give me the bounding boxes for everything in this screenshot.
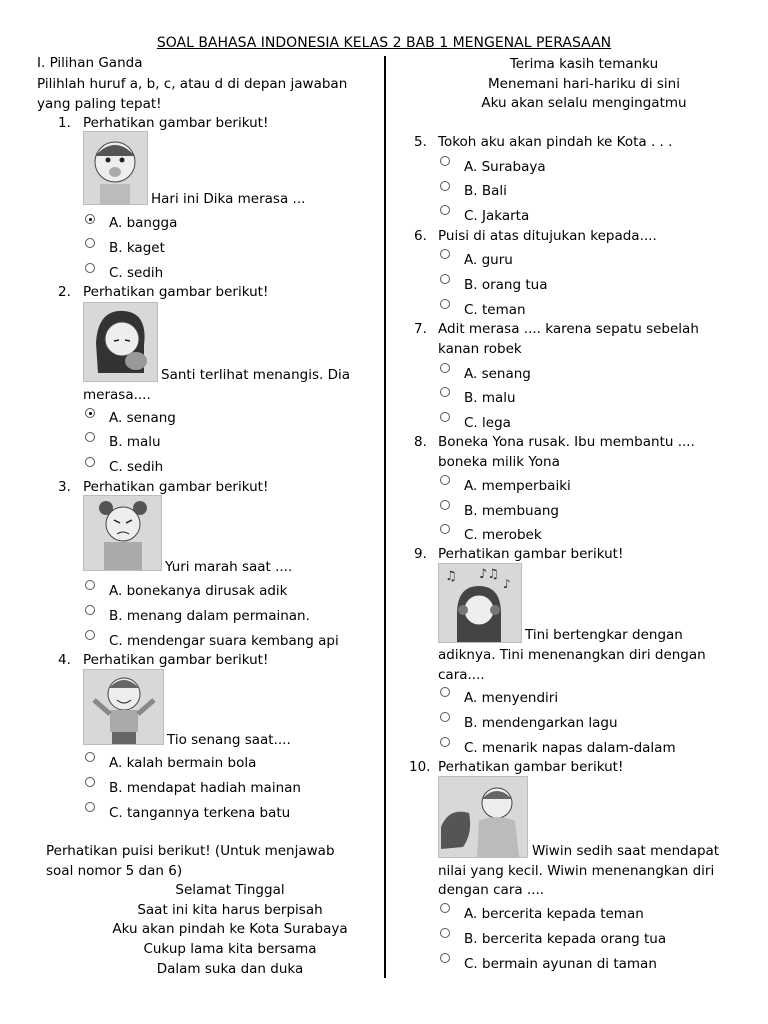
q6-option-a-radio[interactable] xyxy=(440,249,450,259)
page-title: SOAL BAHASA INDONESIA KELAS 2 BAB 1 MENGENAL PERASAAN xyxy=(156,35,612,51)
q2-option-b-radio[interactable] xyxy=(85,432,95,442)
poem-intro-line-2: soal nomor 5 dan 6) xyxy=(46,863,183,879)
poem-line-3: Cukup lama kita bersama xyxy=(143,941,317,957)
q6-option-c-radio[interactable] xyxy=(440,299,450,309)
q3-option-b-radio[interactable] xyxy=(85,605,95,615)
q8-option-b-radio[interactable] xyxy=(440,500,450,510)
q3-option-c: C. mendengar suara kembang api xyxy=(109,633,339,649)
column-divider xyxy=(384,56,386,978)
q4-text: Tio senang saat.... xyxy=(167,732,291,748)
q3-option-a-radio[interactable] xyxy=(85,580,95,590)
q4-option-c-radio[interactable] xyxy=(85,802,95,812)
q10-option-c-radio[interactable] xyxy=(440,953,450,963)
q2-number: 2. xyxy=(58,284,71,300)
poem-line-7: Aku akan selalu mengingatmu xyxy=(481,95,687,111)
q7-text-line-1: Adit merasa .... karena sepatu sebelah xyxy=(438,321,699,337)
q10-text-line-2: nilai yang kecil. Wiwin menenangkan diri xyxy=(438,863,715,879)
q7-text-line-2: kanan robek xyxy=(438,341,522,357)
q3-text: Yuri marah saat .... xyxy=(165,559,293,575)
q1-option-a-radio[interactable] xyxy=(85,214,95,224)
q9-text-line-2: adiknya. Tini menenangkan diri dengan xyxy=(438,647,706,663)
q1-option-c-radio[interactable] xyxy=(85,263,95,273)
poem-line-6: Menemani hari-hariku di sini xyxy=(488,76,680,92)
q4-option-b-radio[interactable] xyxy=(85,777,95,787)
q10-text-line-3: dengan cara .... xyxy=(438,882,545,898)
q5-option-a-radio[interactable] xyxy=(440,156,450,166)
poem-line-4: Dalam suka dan duka xyxy=(156,961,304,977)
q8-text-line-2: boneka milik Yona xyxy=(438,454,560,470)
poem-title: Selamat Tinggal xyxy=(175,882,285,898)
q2-picture-crying-girl xyxy=(83,302,158,382)
q9-text-line-1: Tini bertengkar dengan xyxy=(525,627,683,643)
q4-number: 4. xyxy=(58,652,71,668)
q10-option-a-radio[interactable] xyxy=(440,903,450,913)
q9-text-line-3: cara.... xyxy=(438,667,485,683)
q7-option-a-radio[interactable] xyxy=(440,363,450,373)
q5-option-b: B. Bali xyxy=(464,183,507,199)
q4-option-b: B. mendapat hadiah mainan xyxy=(109,780,301,796)
q5-option-c: C. Jakarta xyxy=(464,208,530,224)
q6-option-b: B. orang tua xyxy=(464,277,548,293)
q3-option-a: A. bonekanya dirusak adik xyxy=(109,583,288,599)
q1-option-c: C. sedih xyxy=(109,265,164,281)
q8-text-line-1: Boneka Yona rusak. Ibu membantu .... xyxy=(438,434,695,450)
section-heading: I. Pilihan Ganda xyxy=(37,55,143,71)
q3-option-b: B. menang dalam permainan. xyxy=(109,608,310,624)
q9-picture-girl-listening-music xyxy=(438,563,522,643)
q7-option-c: C. lega xyxy=(464,415,511,431)
q8-option-c: C. merobek xyxy=(464,527,542,543)
q6-number: 6. xyxy=(414,228,427,244)
q9-option-b-radio[interactable] xyxy=(440,712,450,722)
q10-option-b-radio[interactable] xyxy=(440,928,450,938)
poem-intro-line-1: Perhatikan puisi berikut! (Untuk menjawab xyxy=(46,843,335,859)
q5-text: Tokoh aku akan pindah ke Kota . . . xyxy=(438,134,673,150)
svg-text:♪: ♪ xyxy=(503,577,511,591)
q6-option-b-radio[interactable] xyxy=(440,274,450,284)
q10-text-line-1: Wiwin sedih saat mendapat xyxy=(532,843,720,859)
q4-prompt: Perhatikan gambar berikut! xyxy=(83,652,269,668)
q4-option-a: A. kalah bermain bola xyxy=(109,755,257,771)
q1-option-b-radio[interactable] xyxy=(85,238,95,248)
q9-option-a: A. menyendiri xyxy=(464,690,559,706)
q1-picture-surprised-boy xyxy=(83,131,148,205)
q10-option-b: B. bercerita kepada orang tua xyxy=(464,931,667,947)
q8-option-a-radio[interactable] xyxy=(440,475,450,485)
q2-option-c-radio[interactable] xyxy=(85,457,95,467)
q5-option-a: A. Surabaya xyxy=(464,159,546,175)
q1-number: 1. xyxy=(58,115,71,131)
q4-option-a-radio[interactable] xyxy=(85,752,95,762)
q9-option-b: B. mendengarkan lagu xyxy=(464,715,618,731)
q9-option-a-radio[interactable] xyxy=(440,687,450,697)
q10-prompt: Perhatikan gambar berikut! xyxy=(438,759,624,775)
q10-option-a: A. bercerita kepada teman xyxy=(464,906,644,922)
q5-number: 5. xyxy=(414,134,427,150)
q7-option-a: A. senang xyxy=(464,366,531,382)
q3-prompt: Perhatikan gambar berikut! xyxy=(83,479,269,495)
q5-option-b-radio[interactable] xyxy=(440,181,450,191)
q7-option-c-radio[interactable] xyxy=(440,412,450,422)
q10-number: 10. xyxy=(409,759,431,775)
q9-option-c: C. menarik napas dalam-dalam xyxy=(464,740,676,756)
q2-text-line-1: Santi terlihat menangis. Dia xyxy=(161,367,350,383)
q1-option-a: A. bangga xyxy=(109,215,178,231)
poem-line-1: Saat ini kita harus berpisah xyxy=(137,902,323,918)
q3-option-c-radio[interactable] xyxy=(85,630,95,640)
q4-picture-happy-boy xyxy=(83,669,164,745)
instruction-line-1: Pilihlah huruf a, b, c, atau d di depan jawaban xyxy=(37,76,348,92)
q9-number: 9. xyxy=(414,546,427,562)
q10-picture-mother-comforting-girl xyxy=(438,776,528,858)
q1-option-b: B. kaget xyxy=(109,240,165,256)
q7-option-b-radio[interactable] xyxy=(440,387,450,397)
q6-text: Puisi di atas ditujukan kepada.... xyxy=(438,228,657,244)
q4-option-c: C. tangannya terkena batu xyxy=(109,805,291,821)
q7-option-b: B. malu xyxy=(464,390,516,406)
q8-option-b: B. membuang xyxy=(464,503,559,519)
q5-option-c-radio[interactable] xyxy=(440,205,450,215)
q2-option-b: B. malu xyxy=(109,434,161,450)
q2-text-line-2: merasa.... xyxy=(83,387,151,403)
q9-option-c-radio[interactable] xyxy=(440,737,450,747)
svg-text:♪♫: ♪♫ xyxy=(479,567,499,582)
q10-option-c: C. bermain ayunan di taman xyxy=(464,956,657,972)
q2-prompt: Perhatikan gambar berikut! xyxy=(83,284,269,300)
q7-number: 7. xyxy=(414,321,427,337)
q6-option-a: A. guru xyxy=(464,252,513,268)
q3-picture-angry-girl xyxy=(83,495,162,571)
q8-option-c-radio[interactable] xyxy=(440,524,450,534)
q8-number: 8. xyxy=(414,434,427,450)
q9-prompt: Perhatikan gambar berikut! xyxy=(438,546,624,562)
poem-line-5: Terima kasih temanku xyxy=(509,56,659,72)
instruction-line-2: yang paling tepat! xyxy=(37,96,162,112)
q2-option-a-radio[interactable] xyxy=(85,408,95,418)
q2-option-a: A. senang xyxy=(109,410,176,426)
svg-text:♫: ♫ xyxy=(445,569,457,584)
q8-option-a: A. memperbaiki xyxy=(464,478,571,494)
q6-option-c: C. teman xyxy=(464,302,526,318)
q1-prompt: Perhatikan gambar berikut! xyxy=(83,115,269,131)
poem-line-2: Aku akan pindah ke Kota Surabaya xyxy=(112,921,348,937)
q2-option-c: C. sedih xyxy=(109,459,164,475)
q1-text: Hari ini Dika merasa ... xyxy=(151,191,306,207)
q3-number: 3. xyxy=(58,479,71,495)
